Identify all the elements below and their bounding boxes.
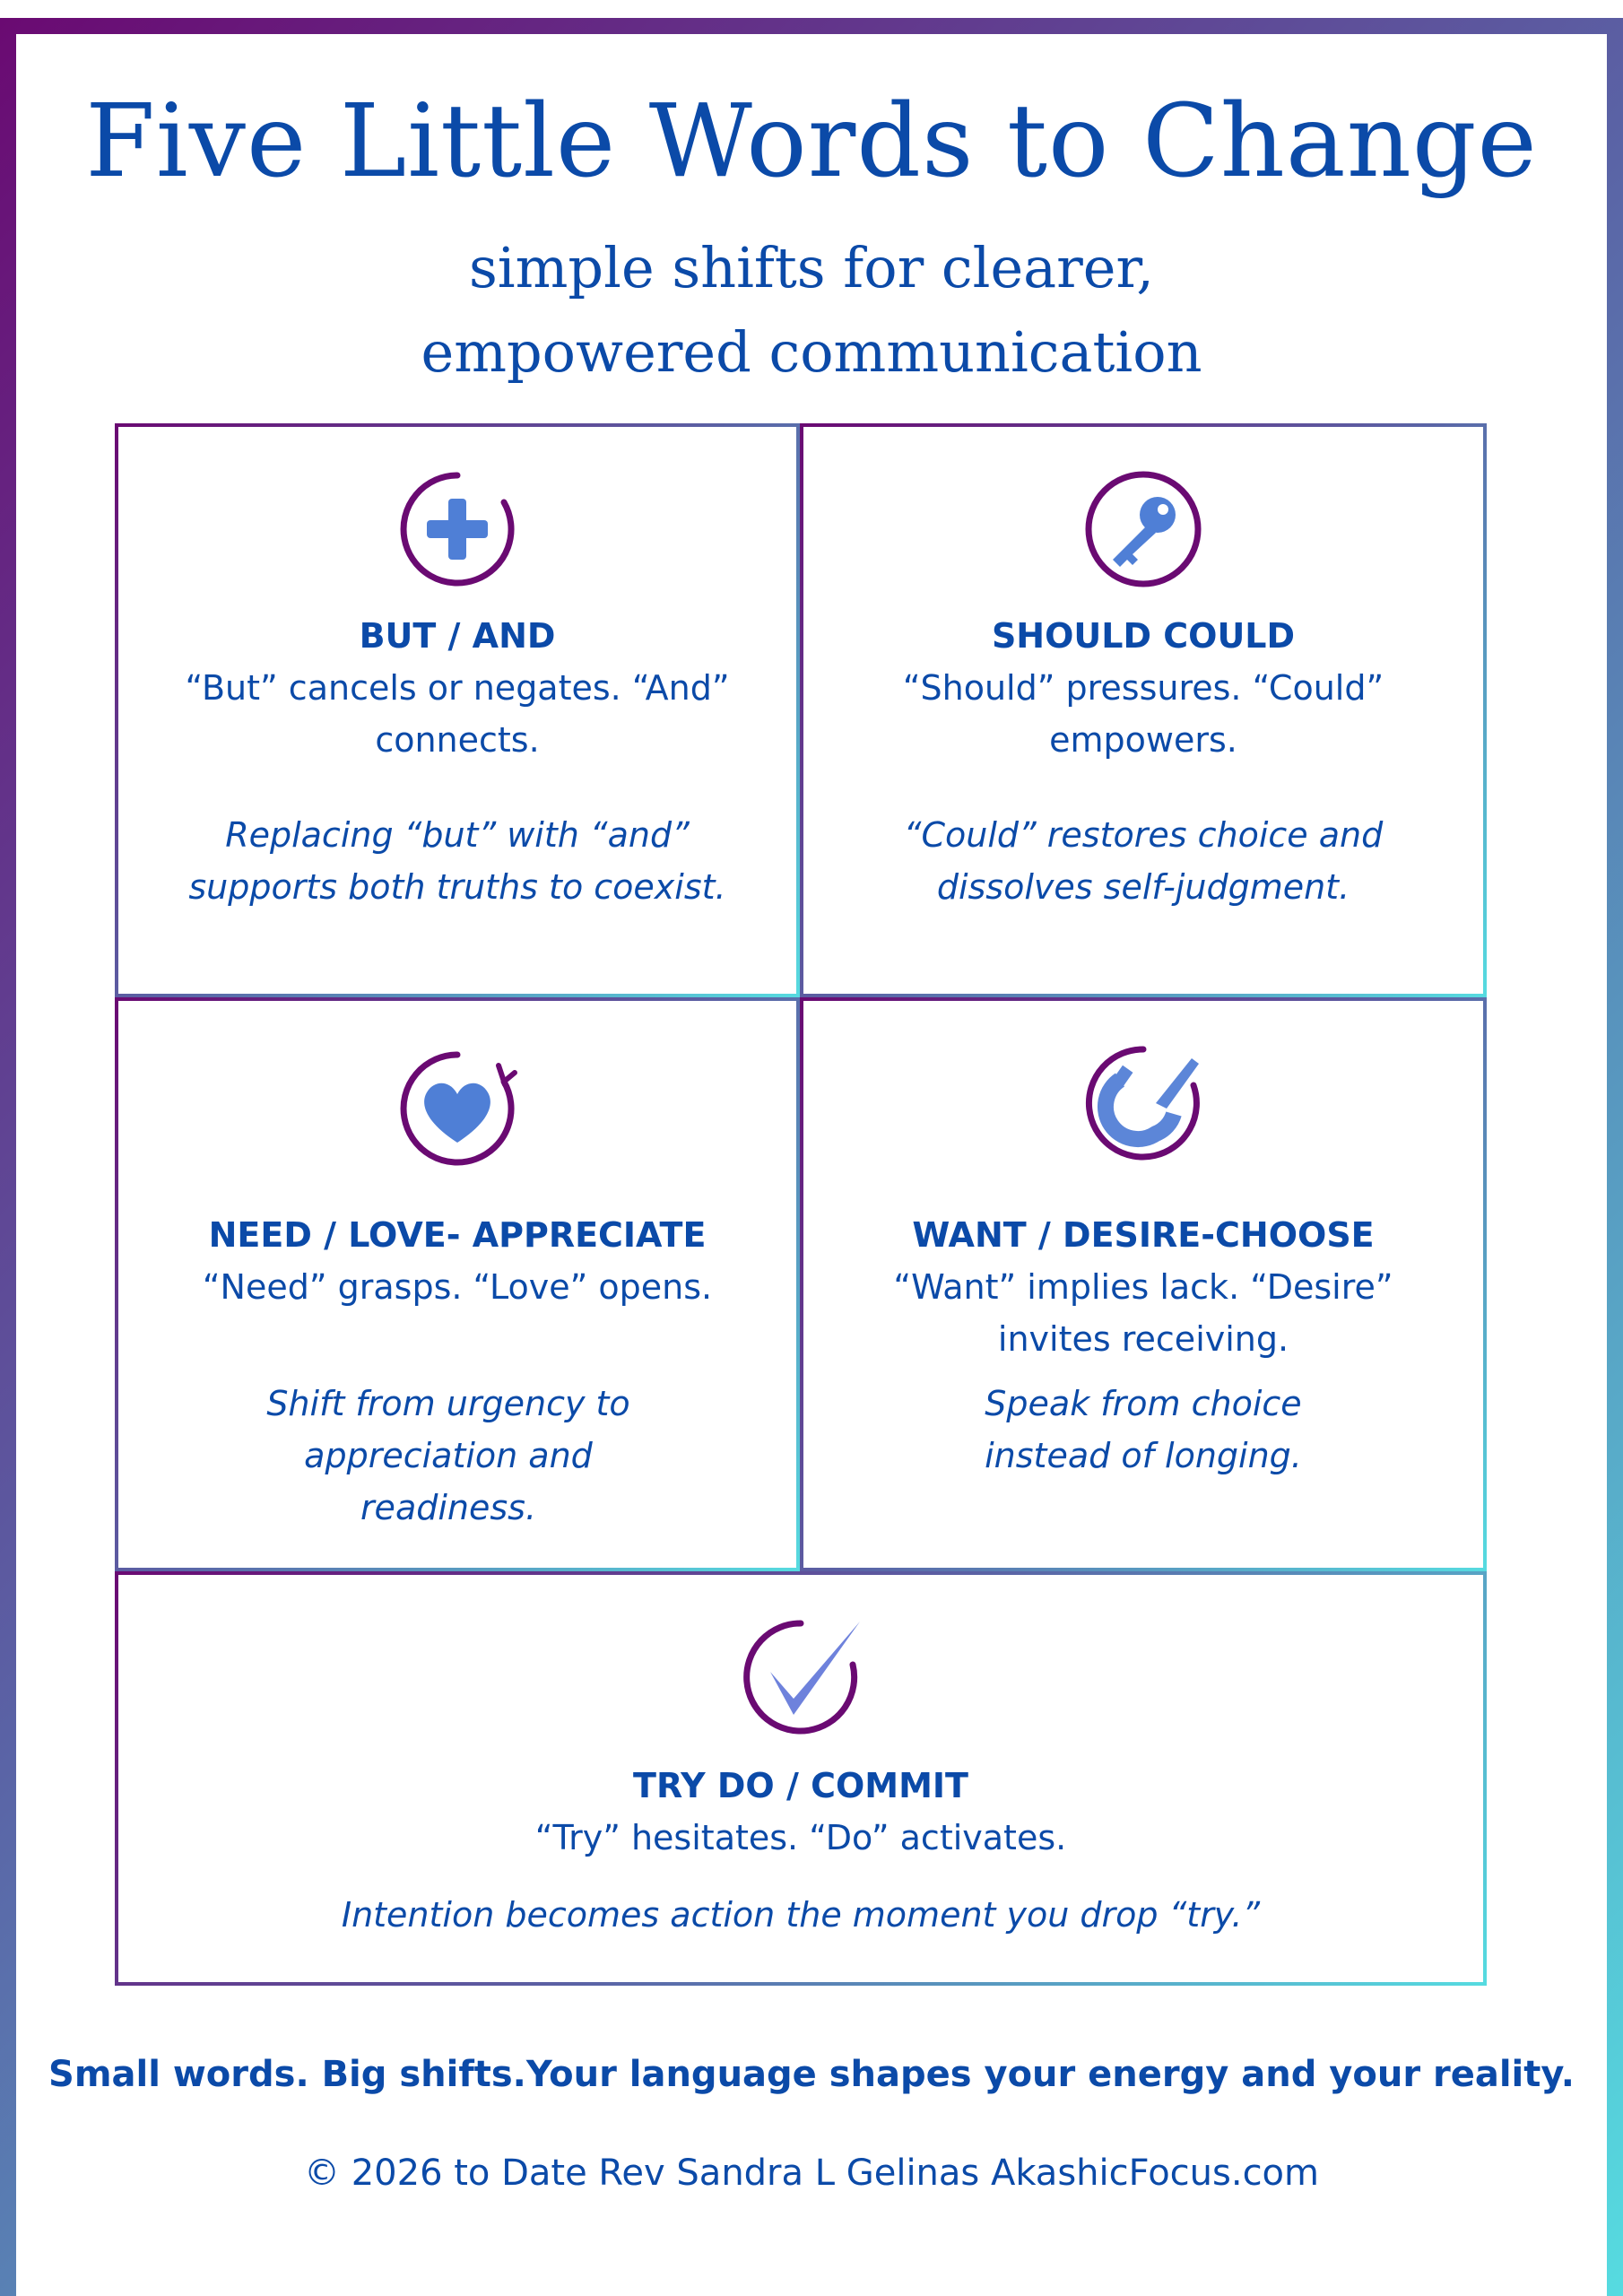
card-text: “Should” pressures. “Could” empowers. <box>902 668 1384 760</box>
card-title: NEED / LOVE- APPRECIATE <box>208 1215 707 1255</box>
card-note: “Could” restores choice and dissolves self-judgment. <box>903 815 1384 907</box>
card-should-could <box>800 423 1487 997</box>
plus-circle-icon <box>395 466 520 592</box>
card-want-desire <box>800 997 1487 1571</box>
checkmark-circle-icon <box>738 1614 864 1740</box>
footer-tagline: Small words. Big shifts.Your language shapes your energy and your reality. <box>48 2054 1575 2095</box>
card-but-and <box>115 423 800 997</box>
card-title: SHOULD COULD <box>991 616 1296 656</box>
page-subtitle: simple shifts for clearer, empowered communication <box>421 235 1202 385</box>
heart-circle-icon <box>395 1046 520 1171</box>
card-title: TRY DO / COMMIT <box>633 1766 968 1805</box>
page-title: Five Little Words to Change <box>85 83 1538 200</box>
card-title: WANT / DESIRE-CHOOSE <box>912 1215 1375 1255</box>
key-circle-icon <box>1081 466 1206 592</box>
card-text: “Try” hesitates. “Do” activates. <box>534 1818 1067 1857</box>
card-note: Replacing “but” with “and” supports both truths to coexist. <box>188 815 726 907</box>
card-text: “Want” implies lack. “Desire” invites receiving. <box>893 1267 1393 1359</box>
magnet-circle-icon <box>1081 1040 1206 1166</box>
footer-copyright: © 2026 to Date Rev Sandra L Gelinas AkashicFocus.com <box>304 2152 1319 2194</box>
card-text: “But” cancels or negates. “And” connects. <box>185 668 730 760</box>
card-title: BUT / AND <box>359 616 556 656</box>
card-note: Shift from urgency to appreciation and readiness. <box>266 1384 630 1527</box>
card-need-love <box>115 997 800 1571</box>
card-note: Speak from choice instead of longing. <box>985 1384 1302 1475</box>
card-text: “Need” grasps. “Love” opens. <box>202 1267 713 1307</box>
card-note: Intention becomes action the moment you drop “try.” <box>341 1895 1261 1935</box>
card-try-do <box>115 1571 1487 1986</box>
